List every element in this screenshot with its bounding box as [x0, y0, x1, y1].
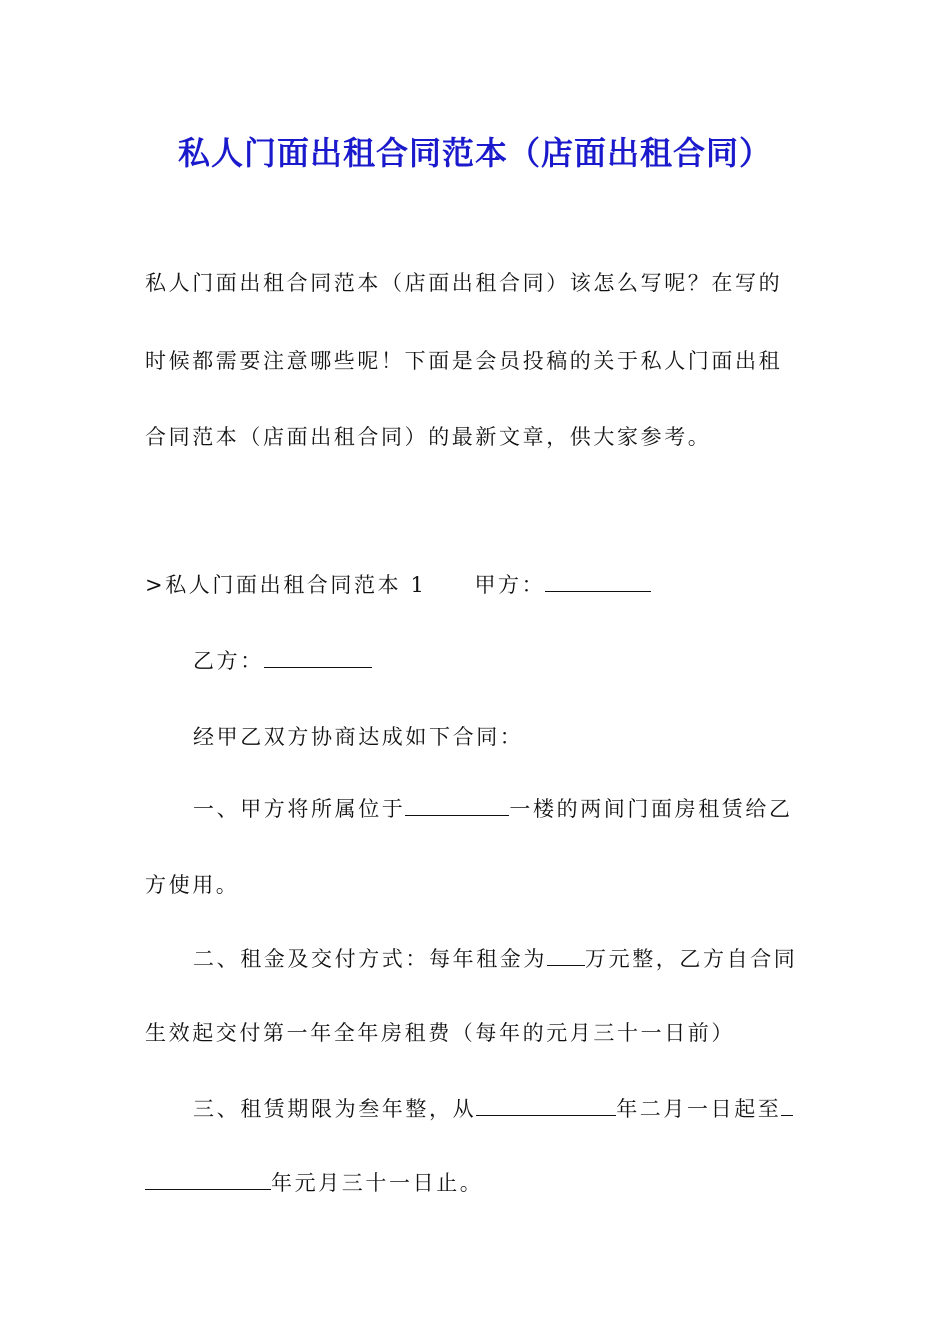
clause-3-line-2 [145, 1168, 815, 1198]
clause-1-part-b: 一楼的两间门面房租赁给乙 [509, 797, 793, 821]
clause-1-line-2: 方使用。 [145, 873, 240, 897]
intro-line-1: 私人门面出租合同范本（店面出租合同）该怎么写呢？在写的 [145, 271, 783, 295]
clause-2-line-2: 生效起交付第一年全年房租费（每年的元月三十一日前） [145, 1021, 735, 1045]
party-b-label: 乙方： [193, 649, 264, 673]
party-a-blank [545, 571, 651, 592]
intro-line-3: 合同范本（店面出租合同）的最新文章，供大家参考。 [145, 425, 712, 449]
clause-3-line-1 [193, 1094, 863, 1124]
end-year-blank-start [781, 1095, 793, 1116]
clause-3-part-c: 年元月三十一日止。 [271, 1171, 484, 1195]
clause-2-part-b: 万元整，乙方自合同 [585, 947, 798, 971]
section-heading: >私人门面出租合同范本 1 [145, 573, 427, 597]
rent-amount-blank [547, 945, 585, 966]
clause-3-part-b: 年二月一日起至 [616, 1097, 782, 1121]
end-year-blank [145, 1169, 271, 1190]
clause-2-part-a: 二、租金及交付方式：每年租金为 [193, 947, 547, 971]
location-blank [405, 795, 509, 816]
clause-1-part-a: 一、甲方将所属位于 [193, 797, 406, 821]
agreement-line: 经甲乙双方协商达成如下合同： [193, 725, 524, 749]
party-b-row [193, 646, 863, 676]
document-title: 私人门面出租合同范本（店面出租合同） [177, 134, 772, 172]
section-heading-row [145, 570, 815, 600]
party-a-label: 甲方： [474, 573, 546, 597]
clause-3-part-a: 三、租赁期限为叁年整，从 [193, 1097, 477, 1121]
party-b-blank [264, 647, 372, 668]
clause-2-line-1 [193, 944, 863, 974]
intro-line-2: 时候都需要注意哪些呢！下面是会员投稿的关于私人门面出租 [145, 349, 783, 373]
clause-1-line-1 [193, 794, 863, 824]
start-year-blank [476, 1095, 616, 1116]
